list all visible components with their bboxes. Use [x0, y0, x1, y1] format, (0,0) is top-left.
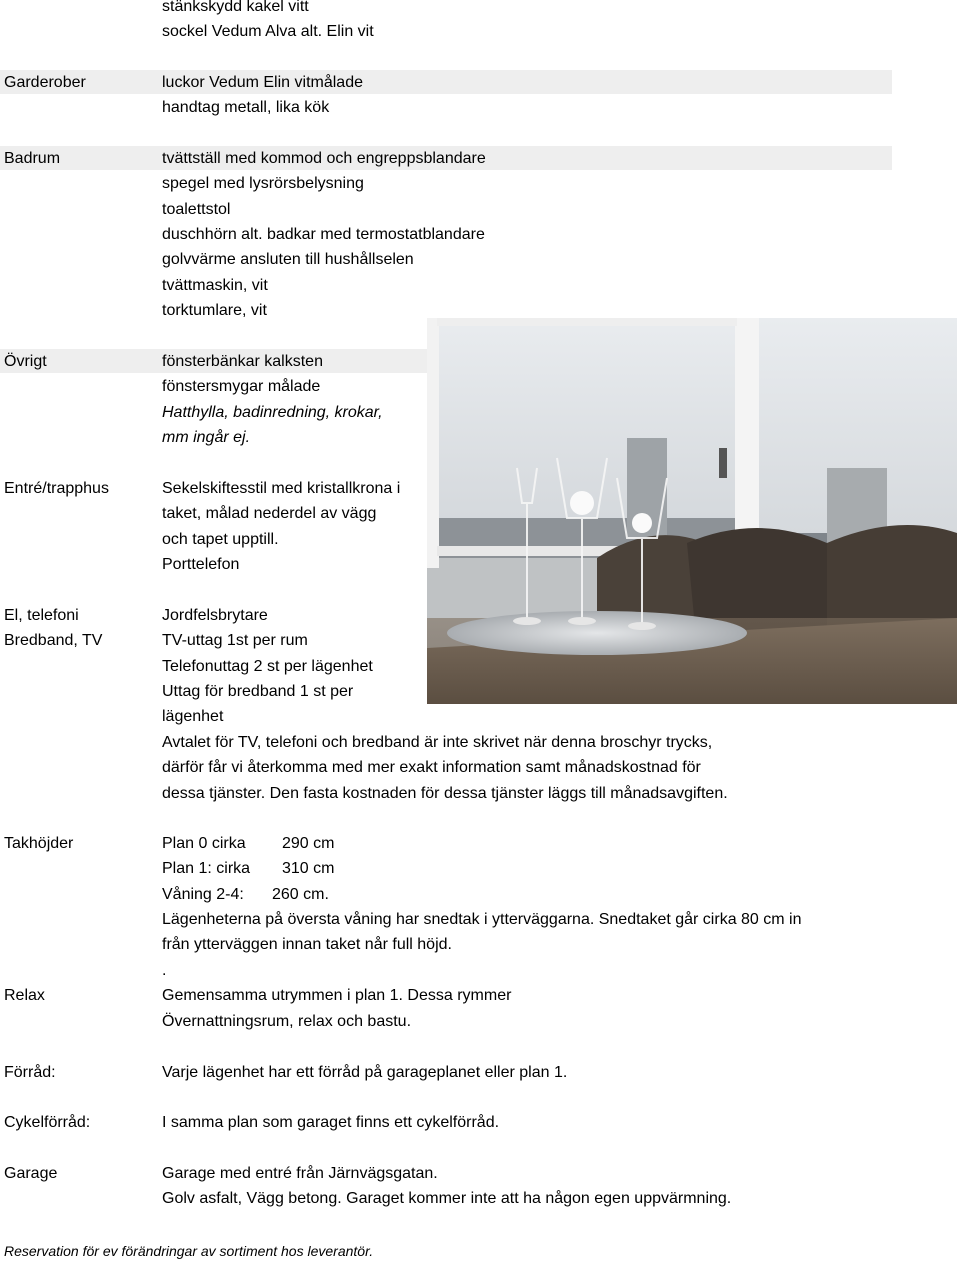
- spec-line: sockel Vedum Alva alt. Elin vit: [162, 23, 374, 40]
- section-label-relax: Relax: [4, 987, 45, 1004]
- spec-line: tvättställ med kommod och engreppsblandare: [162, 150, 486, 167]
- spec-line: stänkskydd kakel vitt: [162, 0, 309, 15]
- spec-line: taket, målad nederdel av vägg: [162, 505, 377, 522]
- spec-line: handtag metall, lika kök: [162, 99, 330, 116]
- spec-line: Sekelskiftesstil med kristallkrona i: [162, 480, 401, 497]
- section-label-badrum: Badrum: [4, 150, 61, 167]
- spec-line: Lägenheterna på översta våning har snedtak i ytterväggarna. Snedtaket går cirka 80 cm in: [162, 911, 802, 928]
- spec-line: luckor Vedum Elin vitmålade: [162, 74, 363, 91]
- spec-line: därför får vi återkomma med mer exakt information samt månadskostnad för: [162, 759, 701, 776]
- spec-line: lägenhet: [162, 708, 224, 725]
- section-label-bredband: Bredband, TV: [4, 632, 103, 649]
- spec-line: Garage med entré från Järnvägsgatan.: [162, 1165, 438, 1182]
- ceiling-plan0-label: Plan 0 cirka: [162, 835, 246, 852]
- spec-line: golvvärme ansluten till hushållselen: [162, 251, 414, 268]
- section-label-garage: Garage: [4, 1165, 58, 1182]
- spec-line: Uttag för bredband 1 st per: [162, 683, 354, 700]
- spec-line: .: [162, 962, 167, 979]
- spec-line: toalettstol: [162, 201, 231, 218]
- spec-line: fönsterbänkar kalksten: [162, 353, 323, 370]
- section-label-takhojder: Takhöjder: [4, 835, 74, 852]
- ceiling-floor24-label: Våning 2-4:: [162, 886, 244, 903]
- spec-line: I samma plan som garaget finns ett cykelförråd.: [162, 1114, 500, 1131]
- footer-disclaimer: Reservation för ev förändringar av sortiment hos leverantör.: [4, 1243, 374, 1259]
- spec-line: Porttelefon: [162, 556, 240, 573]
- section-label-garderober: Garderober: [4, 74, 86, 91]
- spec-line: fönstersmygar målade: [162, 378, 321, 395]
- spec-line: Golv asfalt, Vägg betong. Garaget kommer inte att ha någon egen uppvärmning.: [162, 1190, 732, 1207]
- spec-line: duschhörn alt. badkar med termostatblandare: [162, 226, 485, 243]
- section-band-garderober: [0, 70, 892, 94]
- ceiling-plan0-value: 290 cm: [282, 835, 335, 852]
- spec-line: Jordfelsbrytare: [162, 607, 268, 624]
- section-label-cykelforrad: Cykelförråd:: [4, 1114, 91, 1131]
- spec-line: [162, 885, 329, 905]
- section-label-ovrigt: Övrigt: [4, 353, 47, 370]
- spec-line: Övernattningsrum, relax och bastu.: [162, 1013, 412, 1030]
- spec-line: Telefonuttag 2 st per lägenhet: [162, 658, 373, 675]
- ceiling-plan1-value: 310 cm: [282, 860, 335, 877]
- spec-line: spegel med lysrörsbelysning: [162, 175, 364, 192]
- section-label-el-telefoni: El, telefoni: [4, 607, 79, 624]
- spec-line: från ytterväggen innan taket når full höjd.: [162, 936, 452, 953]
- ceiling-floor24-value: 260 cm.: [272, 886, 329, 903]
- spec-note-italic: mm ingår ej.: [162, 429, 251, 446]
- spec-line: tvättmaskin, vit: [162, 277, 268, 294]
- spec-note-italic: Hatthylla, badinredning, krokar,: [162, 404, 383, 421]
- spec-line: torktumlare, vit: [162, 302, 267, 319]
- spec-line: och tapet upptill.: [162, 531, 279, 548]
- section-label-entre: Entré/trapphus: [4, 480, 109, 497]
- spec-line: Avtalet för TV, telefoni och bredband är inte skrivet när denna broschyr trycks,: [162, 734, 713, 751]
- spec-line: Varje lägenhet har ett förråd på garageplanet eller plan 1.: [162, 1064, 568, 1081]
- interior-photo: [427, 318, 957, 704]
- spec-line: Gemensamma utrymmen i plan 1. Dessa rymmer: [162, 987, 512, 1004]
- spec-line: TV-uttag 1st per rum: [162, 632, 308, 649]
- section-label-forrad: Förråd:: [4, 1064, 56, 1081]
- spec-line: [162, 834, 335, 854]
- spec-line: dessa tjänster. Den fasta kostnaden för dessa tjänster läggs till månadsavgiften.: [162, 785, 728, 802]
- ceiling-plan1-label: Plan 1: cirka: [162, 860, 251, 877]
- spec-line: [162, 859, 335, 879]
